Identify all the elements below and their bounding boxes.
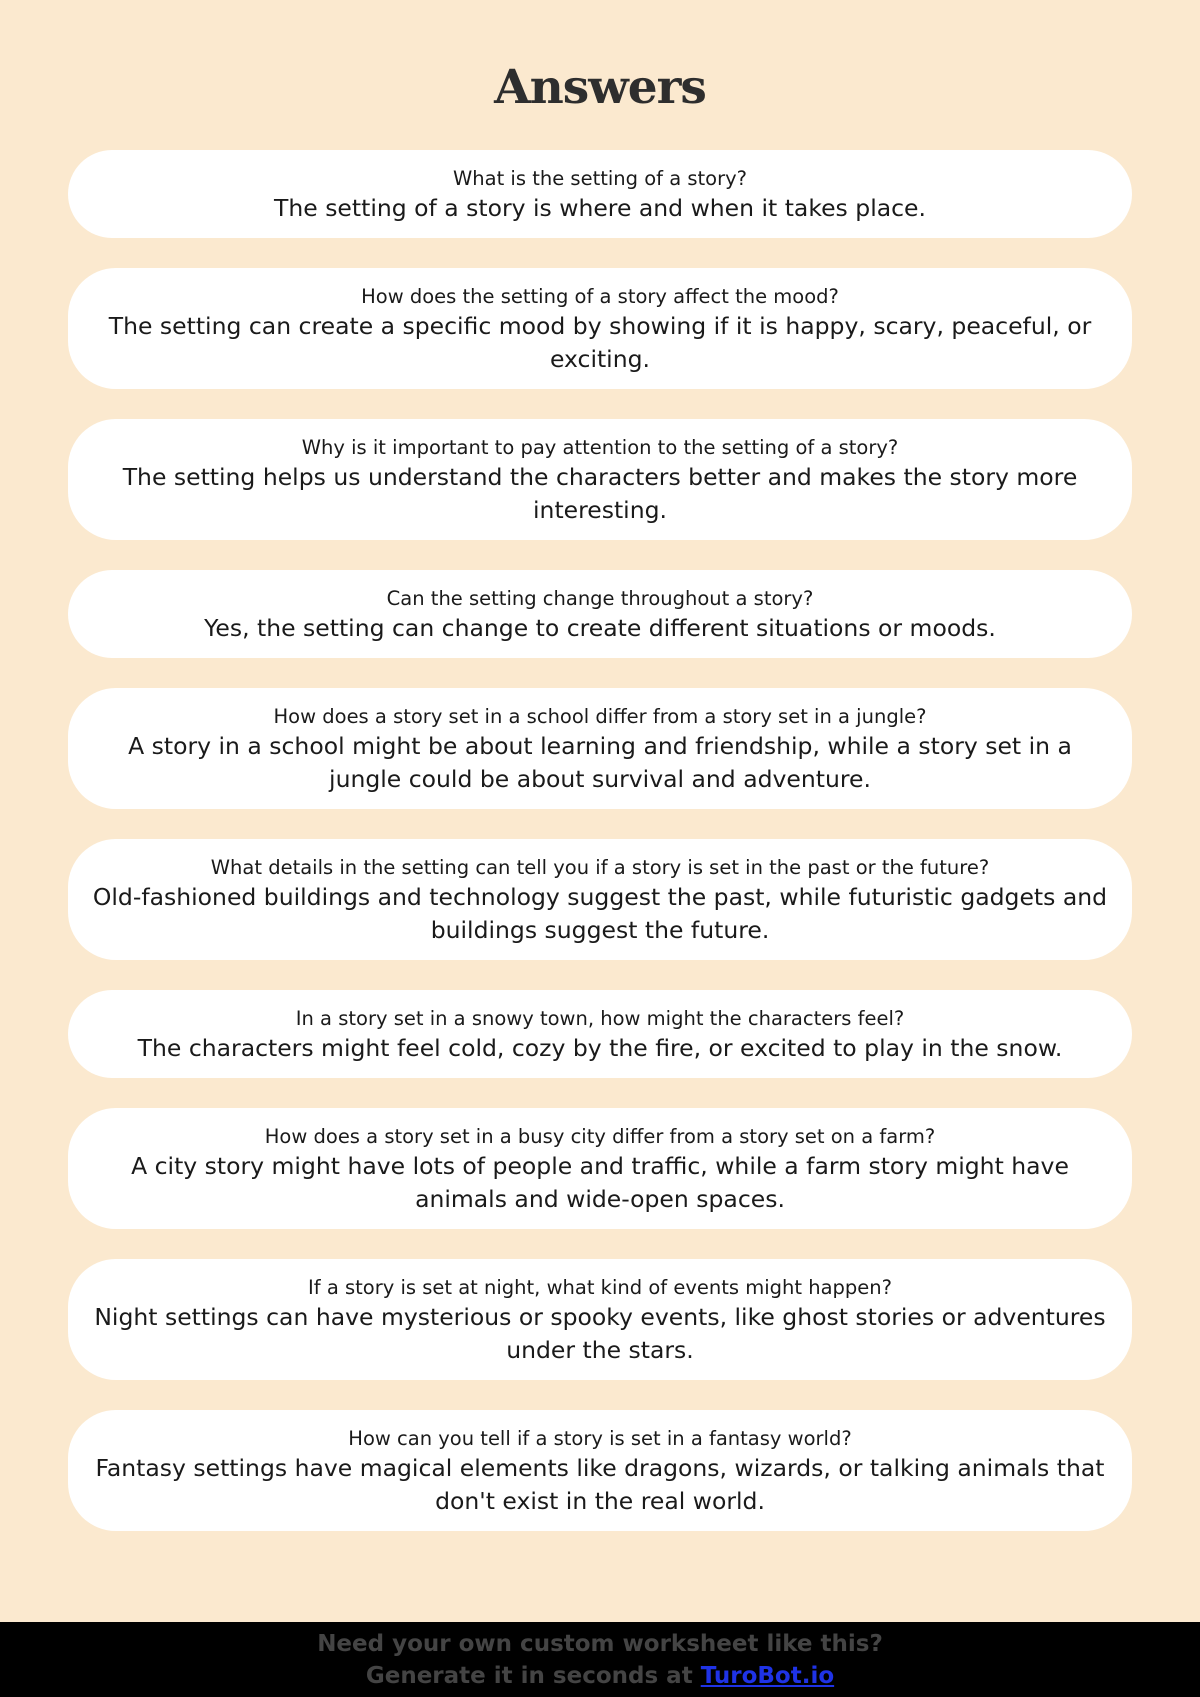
answer-text: A story in a school might be about learning and friendship, while a story set in a jungle could be about survival and adventure. bbox=[128, 732, 1072, 793]
answer-card bbox=[68, 688, 1132, 809]
answer-card bbox=[68, 1410, 1132, 1531]
footer-line-2-text: Generate it in seconds at bbox=[365, 1663, 701, 1689]
footer-line-1: Need your own custom worksheet like this? bbox=[317, 1631, 883, 1657]
answer-text: A city story might have lots of people and traffic, while a farm story might have animals and wide-open spaces. bbox=[131, 1152, 1069, 1213]
answer-card bbox=[68, 150, 1132, 238]
answer-text: The setting of a story is where and when it takes place. bbox=[274, 194, 926, 222]
answer-card bbox=[68, 570, 1132, 658]
answer-card bbox=[68, 419, 1132, 540]
question-text: How does the setting of a story affect the mood? bbox=[361, 285, 839, 308]
question-text: What is the setting of a story? bbox=[453, 167, 747, 190]
answer-text: The characters might feel cold, cozy by the fire, or excited to play in the snow. bbox=[137, 1034, 1063, 1062]
question-text: How does a story set in a busy city differ from a story set on a farm? bbox=[264, 1125, 936, 1148]
answer-text: Old-fashioned buildings and technology suggest the past, while futuristic gadgets and buildings suggest the future. bbox=[92, 883, 1108, 944]
answer-text: Night settings can have mysterious or spooky events, like ghost stories or adventures under the stars. bbox=[94, 1303, 1106, 1364]
promo-footer bbox=[0, 1622, 1200, 1697]
answer-card bbox=[68, 839, 1132, 960]
question-text: How does a story set in a school differ from a story set in a jungle? bbox=[273, 705, 927, 728]
answer-text: The setting can create a specific mood by showing if it is happy, scary, peaceful, or exciting. bbox=[108, 312, 1092, 373]
answer-card bbox=[68, 990, 1132, 1078]
question-text: Can the setting change throughout a story? bbox=[386, 587, 814, 610]
turobot-link[interactable]: TuroBot.io bbox=[700, 1663, 835, 1689]
answer-card bbox=[68, 1108, 1132, 1229]
footer-line-2 bbox=[0, 1660, 1200, 1692]
answer-card bbox=[68, 1259, 1132, 1380]
answer-text: Fantasy settings have magical elements like dragons, wizards, or talking animals that don't exist in the real world. bbox=[95, 1454, 1105, 1515]
answer-text: The setting helps us understand the characters better and makes the story more interesting. bbox=[122, 463, 1078, 524]
answer-text: Yes, the setting can change to create different situations or moods. bbox=[204, 614, 996, 642]
question-text: What details in the setting can tell you if a story is set in the past or the future? bbox=[210, 856, 990, 879]
question-text: In a story set in a snowy town, how might the characters feel? bbox=[295, 1007, 905, 1030]
question-text: Why is it important to pay attention to the setting of a story? bbox=[301, 436, 899, 459]
page-title: Answers bbox=[494, 60, 706, 115]
question-text: If a story is set at night, what kind of events might happen? bbox=[308, 1276, 892, 1299]
answer-card bbox=[68, 268, 1132, 389]
answer-list bbox=[68, 150, 1132, 1561]
question-text: How can you tell if a story is set in a fantasy world? bbox=[348, 1427, 852, 1450]
